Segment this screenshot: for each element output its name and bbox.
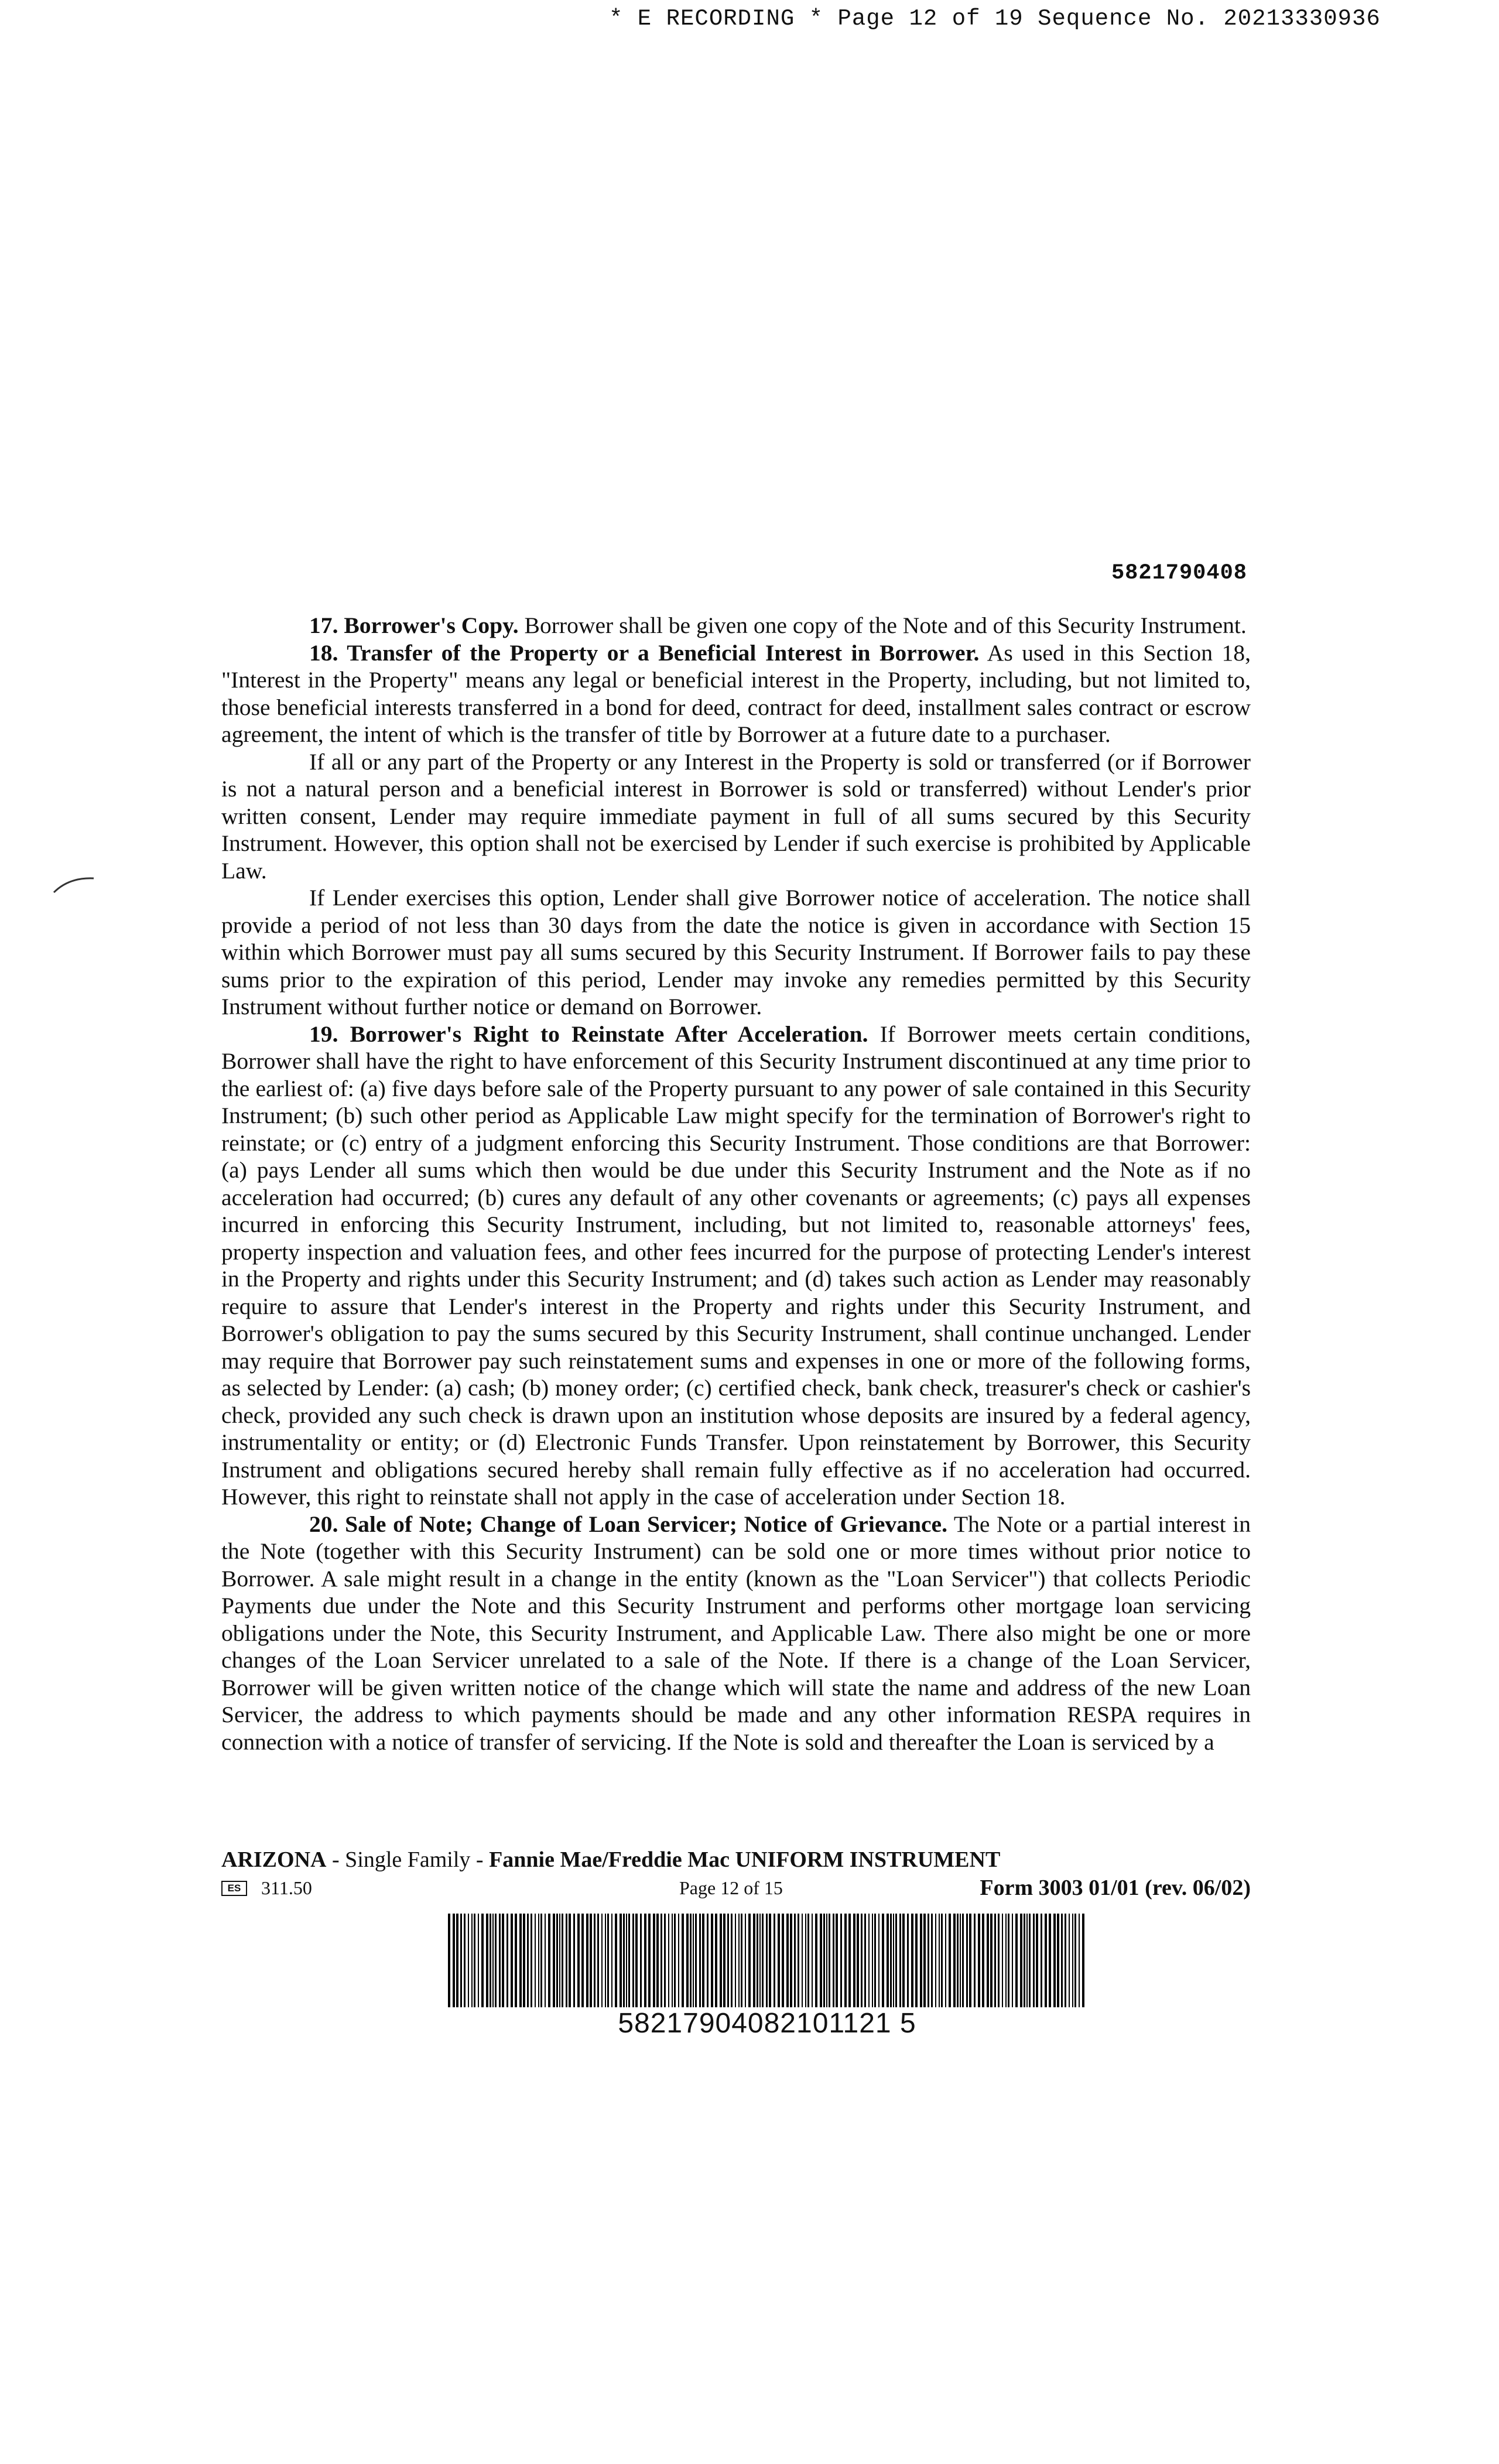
barcode-bar: [848, 1914, 851, 2007]
barcode-bar: [448, 1914, 450, 2007]
barcode-bar: [492, 1914, 494, 2007]
barcode-bar: [559, 1914, 560, 2007]
barcode-bar: [581, 1914, 584, 2007]
barcode-bar: [601, 1914, 603, 2007]
section-20-paragraph: [221, 1511, 1251, 1756]
barcode-bar: [468, 1914, 469, 2007]
barcode-bar: [812, 1914, 813, 2007]
barcode-bar: [941, 1914, 943, 2007]
barcode-bar: [994, 1914, 996, 2007]
barcode-bar: [693, 1914, 694, 2007]
barcode-bar: [456, 1914, 458, 2007]
barcode-bar: [566, 1914, 567, 2007]
barcode-bar: [1057, 1914, 1059, 2007]
barcode-bar: [923, 1914, 926, 2007]
section-19-paragraph: [221, 1021, 1251, 1511]
barcode-bar: [486, 1914, 488, 2007]
barcode-bar: [802, 1914, 803, 2007]
barcode-bar: [1074, 1914, 1076, 2007]
barcode-bar: [478, 1914, 479, 2007]
barcode-bar: [935, 1914, 936, 2007]
barcode-bar: [1008, 1914, 1009, 2007]
barcode-bar: [960, 1914, 961, 2007]
barcode-bar: [826, 1914, 827, 2007]
barcode-bar: [495, 1914, 497, 2007]
document-body: [221, 612, 1251, 1755]
barcode-bar: [864, 1914, 866, 2007]
barcode-bar: [695, 1914, 697, 2007]
barcode-bar: [753, 1914, 755, 2007]
barcode-bar: [1005, 1914, 1007, 2007]
barcode-bar: [590, 1914, 592, 2007]
barcode-bar: [1053, 1914, 1056, 2007]
barcode-bar: [1045, 1914, 1047, 2007]
barcode: [448, 1914, 1086, 2007]
barcode-bar: [893, 1914, 894, 2007]
barcode-bar: [615, 1914, 617, 2007]
barcode-bar: [707, 1914, 709, 2007]
barcode-bar: [829, 1914, 830, 2007]
barcode-bar: [523, 1914, 525, 2007]
barcode-bar: [786, 1914, 789, 2007]
barcode-bar: [782, 1914, 784, 2007]
barcode-bar: [686, 1914, 689, 2007]
barcode-bar: [949, 1914, 951, 2007]
page-number: Page 12 of 15: [679, 1877, 783, 1898]
barcode-bar: [769, 1914, 771, 2007]
barcode-bar: [699, 1914, 701, 2007]
barcode-bar: [748, 1914, 751, 2007]
barcode-bar: [573, 1914, 575, 2007]
barcode-bar: [931, 1914, 933, 2007]
barcode-bar: [711, 1914, 713, 2007]
form-instrument: Fannie Mae/Freddie Mac UNIFORM INSTRUMENT: [489, 1847, 1001, 1872]
barcode-bar: [569, 1914, 571, 2007]
barcode-bar: [527, 1914, 529, 2007]
barcode-bar: [702, 1914, 704, 2007]
barcode-bar: [920, 1914, 922, 2007]
barcode-bar: [766, 1914, 768, 2007]
barcode-bar: [990, 1914, 993, 2007]
barcode-bar: [815, 1914, 817, 2007]
barcode-bar: [682, 1914, 684, 2007]
section-18-heading: 18. Transfer of the Property or a Beneficial Interest in Borrower.: [309, 639, 980, 666]
barcode-bar: [1061, 1914, 1063, 2007]
barcode-bar: [690, 1914, 692, 2007]
barcode-bar: [453, 1914, 455, 2007]
document-services-logo-icon: ES: [221, 1881, 247, 1896]
barcode-bar: [836, 1914, 838, 2007]
barcode-bar: [628, 1914, 630, 2007]
barcode-bar: [597, 1914, 599, 2007]
barcode-bar: [969, 1914, 971, 2007]
barcode-bar: [878, 1914, 879, 2007]
barcode-bar: [540, 1914, 542, 2007]
barcode-bar: [823, 1914, 825, 2007]
barcode-bar: [966, 1914, 968, 2007]
barcode-bar: [460, 1914, 462, 2007]
section-19-heading: 19. Borrower's Right to Reinstate After Acceleration.: [309, 1021, 868, 1047]
barcode-bar: [577, 1914, 580, 2007]
barcode-bar: [882, 1914, 884, 2007]
barcode-bar: [805, 1914, 806, 2007]
barcode-bar: [611, 1914, 612, 2007]
barcode-bar: [723, 1914, 725, 2007]
barcode-bar: [548, 1914, 550, 2007]
barcode-bar: [1012, 1914, 1013, 2007]
barcode-bar: [1015, 1914, 1018, 2007]
barcode-bar: [1069, 1914, 1070, 2007]
barcode-bar: [978, 1914, 980, 2007]
barcode-bar: [515, 1914, 517, 2007]
barcode-bar: [562, 1914, 563, 2007]
barcode-bar: [895, 1914, 897, 2007]
barcode-bar: [872, 1914, 873, 2007]
barcode-bar: [1036, 1914, 1038, 2007]
barcode-bar: [868, 1914, 870, 2007]
barcode-bar: [974, 1914, 976, 2007]
barcode-bar: [499, 1914, 501, 2007]
barcode-bar: [632, 1914, 634, 2007]
barcode-bar: [998, 1914, 1000, 2007]
barcode-bar: [902, 1914, 905, 2007]
barcode-bar: [1065, 1914, 1066, 2007]
section-18-paragraph: [221, 639, 1251, 748]
barcode-bar: [953, 1914, 956, 2007]
barcode-bar: [678, 1914, 679, 2007]
barcode-bar: [556, 1914, 558, 2007]
barcode-bar: [535, 1914, 536, 2007]
barcode-bar: [874, 1914, 876, 2007]
barcode-bar: [538, 1914, 539, 2007]
barcode-bar: [1033, 1914, 1035, 2007]
barcode-bar: [1041, 1914, 1042, 2007]
barcode-bar: [745, 1914, 746, 2007]
barcode-bar: [511, 1914, 513, 2007]
section-18-acceleration-text: If Lender exercises this option, Lender shall give Borrower notice of acceleration. The notice shall provide a period of not less than 30 days from the date the notice is given in accordance with Section 15 within which Borrower must pay all sums secured by this Security Instrument. If Borrower fails to pay these sums prior to the expiration of this period, Lender may invoke any remedies permitted by this Security Instrument without further notice or demand on Borrower.: [221, 885, 1251, 1019]
section-18-transfer-text: If all or any part of the Property or any Interest in the Property is sold or transferred (or if Borrower is not a natural person and a beneficial interest in Borrower is sold or transferred) without Lender's prior written consent, Lender may require immediate payment in full of all sums secured by this Security Instrument. However, this option shall not be exercised by Lender if such exercise is prohibited by Applicable Law.: [221, 748, 1251, 884]
barcode-bar: [626, 1914, 627, 2007]
barcode-bar: [644, 1914, 646, 2007]
barcode-bar: [982, 1914, 984, 2007]
barcode-bar: [778, 1914, 780, 2007]
form-state: ARIZONA: [221, 1847, 327, 1872]
form-footer: [221, 1877, 1251, 1904]
barcode-bar: [840, 1914, 842, 2007]
barcode-bar: [531, 1914, 532, 2007]
barcode-bar: [853, 1914, 855, 2007]
barcode-bar: [774, 1914, 775, 2007]
barcode-bar: [605, 1914, 606, 2007]
barcode-bar: [820, 1914, 822, 2007]
barcode-bar: [899, 1914, 901, 2007]
barcode-bar: [759, 1914, 761, 2007]
section-20-heading: 20. Sale of Note; Change of Loan Servicer; Notice of Grievance.: [309, 1511, 947, 1537]
barcode-bar: [471, 1914, 473, 2007]
barcode-bar: [660, 1914, 662, 2007]
barcode-bar: [741, 1914, 742, 2007]
section-17-paragraph: [221, 612, 1251, 639]
barcode-bar: [464, 1914, 466, 2007]
section-19-text: If Borrower meets certain conditions, Borrower shall have the right to have enforcement of this Security Instrument discontinued at any time prior to the earliest of: (a) five days before sale of the Property pursuant to any power of sale contained in this Security Instrument; (b) such other period as Applicable Law might specify for the termination of Borrower's right to reinstate; or (c) entry of a judgment enforcing this Security Instrument. Those conditions are that Borrower: (a) pays Lender all sums which then would be due under this Security Instrument and the Note as if no acceleration had occurred; (b) cures any default of any other covenants or agreements; (c) pays all expenses incurred in enforcing this Security Instrument, including, but not limited to, reasonable attorneys' fees, property inspection and valuation fees, and other fees incurred for the purpose of protecting Lender's interest in the Property and rights under this Security Instrument; and (d) takes such action as Lender may reasonably require to assure that Lender's interest in the Property and rights under this Security Instrument, and Borrower's obligation to pay the sums secured by this Security Instrument, shall continue unchanged. Lender may require that Borrower pay such reinstatement sums and expenses in one or more of the following forms, as selected by Lender: (a) cash; (b) money order; (c) certified check, bank check, treasurer's check or cashier's check, provided any such check is drawn upon an institution whose deposits are insured by a federal agency, instrumentality or entity; or (d) Electronic Funds Transfer. Upon reinstatement by Borrower, this Security Instrument and obligations secured hereby shall remain fully effective as if no acceleration had occurred. However, this right to reinstate shall not apply in the case of acceleration under Section 18.: [221, 1021, 1251, 1510]
barcode-bar: [957, 1914, 959, 2007]
barcode-bar: [594, 1914, 596, 2007]
barcode-bar: [656, 1914, 659, 2007]
form-code: 311.50: [261, 1877, 312, 1898]
barcode-bar: [1049, 1914, 1051, 2007]
barcode-bar: [1072, 1914, 1073, 2007]
barcode-bar: [674, 1914, 676, 2007]
barcode-bar: [962, 1914, 964, 2007]
form-number: Form 3003 01/01 (rev. 06/02): [980, 1876, 1251, 1900]
barcode-bar: [731, 1914, 733, 2007]
loan-number: 5821790408: [1111, 561, 1247, 586]
barcode-bar: [720, 1914, 722, 2007]
barcode-bar: [623, 1914, 625, 2007]
barcode-bar: [911, 1914, 913, 2007]
barcode-bar: [586, 1914, 588, 2007]
barcode-bar: [1026, 1914, 1028, 2007]
barcode-bar: [664, 1914, 666, 2007]
barcode-bar: [607, 1914, 609, 2007]
section-18-acceleration-paragraph: [221, 884, 1251, 1021]
barcode-bar: [907, 1914, 909, 2007]
barcode-bar: [790, 1914, 792, 2007]
barcode-bar: [794, 1914, 796, 2007]
section-17-heading: 17. Borrower's Copy.: [309, 612, 519, 638]
scan-mark: [52, 867, 98, 902]
barcode-bar: [807, 1914, 809, 2007]
section-18-transfer-paragraph: [221, 748, 1251, 885]
barcode-bar: [1082, 1914, 1084, 2007]
barcode-bar: [635, 1914, 638, 2007]
barcode-bar: [481, 1914, 484, 2007]
barcode-bar: [653, 1914, 655, 2007]
barcode-bar: [506, 1914, 508, 2007]
barcode-bar: [490, 1914, 491, 2007]
barcode-bar: [735, 1914, 736, 2007]
barcode-bar: [857, 1914, 859, 2007]
barcode-bar: [620, 1914, 622, 2007]
section-17-text: Borrower shall be given one copy of the Note and of this Security Instrument.: [518, 612, 1247, 638]
barcode-bar: [939, 1914, 940, 2007]
barcode-number: 58217904082101121 5: [618, 2008, 916, 2039]
section-20-text: The Note or a partial interest in the Note (together with this Security Instrument) can be sold one or more times without prior notice to Borrower. A sale might result in a change in the entity (known as the "Loan Servicer") that collects Periodic Payments due under the Note and this Security Instrument and performs other mortgage loan servicing obligations under the Note, this Security Instrument, and Applicable Law. There also might be one or more changes of the Loan Servicer unrelated to a sale of the Note. If there is a change of the Loan Servicer, Borrower will be given written notice of the change which will state the name and address of the new Loan Servicer, the address to which payments should be made and any other information RESPA requires in connection with a notice of transfer of servicing. If the Note is sold and thereafter the Loan is serviced by a: [221, 1511, 1251, 1755]
barcode-bar: [1024, 1914, 1025, 2007]
barcode-bar: [928, 1914, 929, 2007]
barcode-bar: [844, 1914, 847, 2007]
barcode-bar: [502, 1914, 504, 2007]
barcode-bar: [715, 1914, 717, 2007]
barcode-bar: [727, 1914, 729, 2007]
barcode-bar: [519, 1914, 522, 2007]
barcode-bar: [915, 1914, 918, 2007]
barcode-bar: [1079, 1914, 1080, 2007]
barcode-bar: [890, 1914, 892, 2007]
barcode-bar: [945, 1914, 946, 2007]
form-description: - Single Family -: [326, 1847, 490, 1872]
barcode-bar: [672, 1914, 673, 2007]
barcode-bar: [798, 1914, 799, 2007]
barcode-bar: [738, 1914, 740, 2007]
section-18-text: As used in this Section 18, "Interest in the Property" means any legal or beneficial interest in the Property, including, but not limited to, those beneficial interests transferred in a bond for deed, contract for deed, installment sales contract or escrow agreement, the intent of which is the transfer of title by Borrower at a future date to a purchaser.: [221, 639, 1251, 747]
barcode-bar: [553, 1914, 555, 2007]
barcode-bar: [474, 1914, 475, 2007]
barcode-bar: [545, 1914, 546, 2007]
barcode-bar: [1002, 1914, 1003, 2007]
barcode-bar: [987, 1914, 989, 2007]
barcode-bar: [757, 1914, 758, 2007]
barcode-bar: [668, 1914, 669, 2007]
barcode-bar: [1020, 1914, 1022, 2007]
barcode-bar: [861, 1914, 863, 2007]
barcode-bar: [833, 1914, 834, 2007]
barcode-bar: [1029, 1914, 1031, 2007]
barcode-bar: [640, 1914, 642, 2007]
barcode-bar: [887, 1914, 889, 2007]
barcode-bar: [762, 1914, 764, 2007]
form-title: [221, 1847, 1000, 1873]
recording-stamp: * E RECORDING * Page 12 of 19 Sequence No. 20213330936: [609, 6, 1381, 32]
barcode-bar: [648, 1914, 651, 2007]
